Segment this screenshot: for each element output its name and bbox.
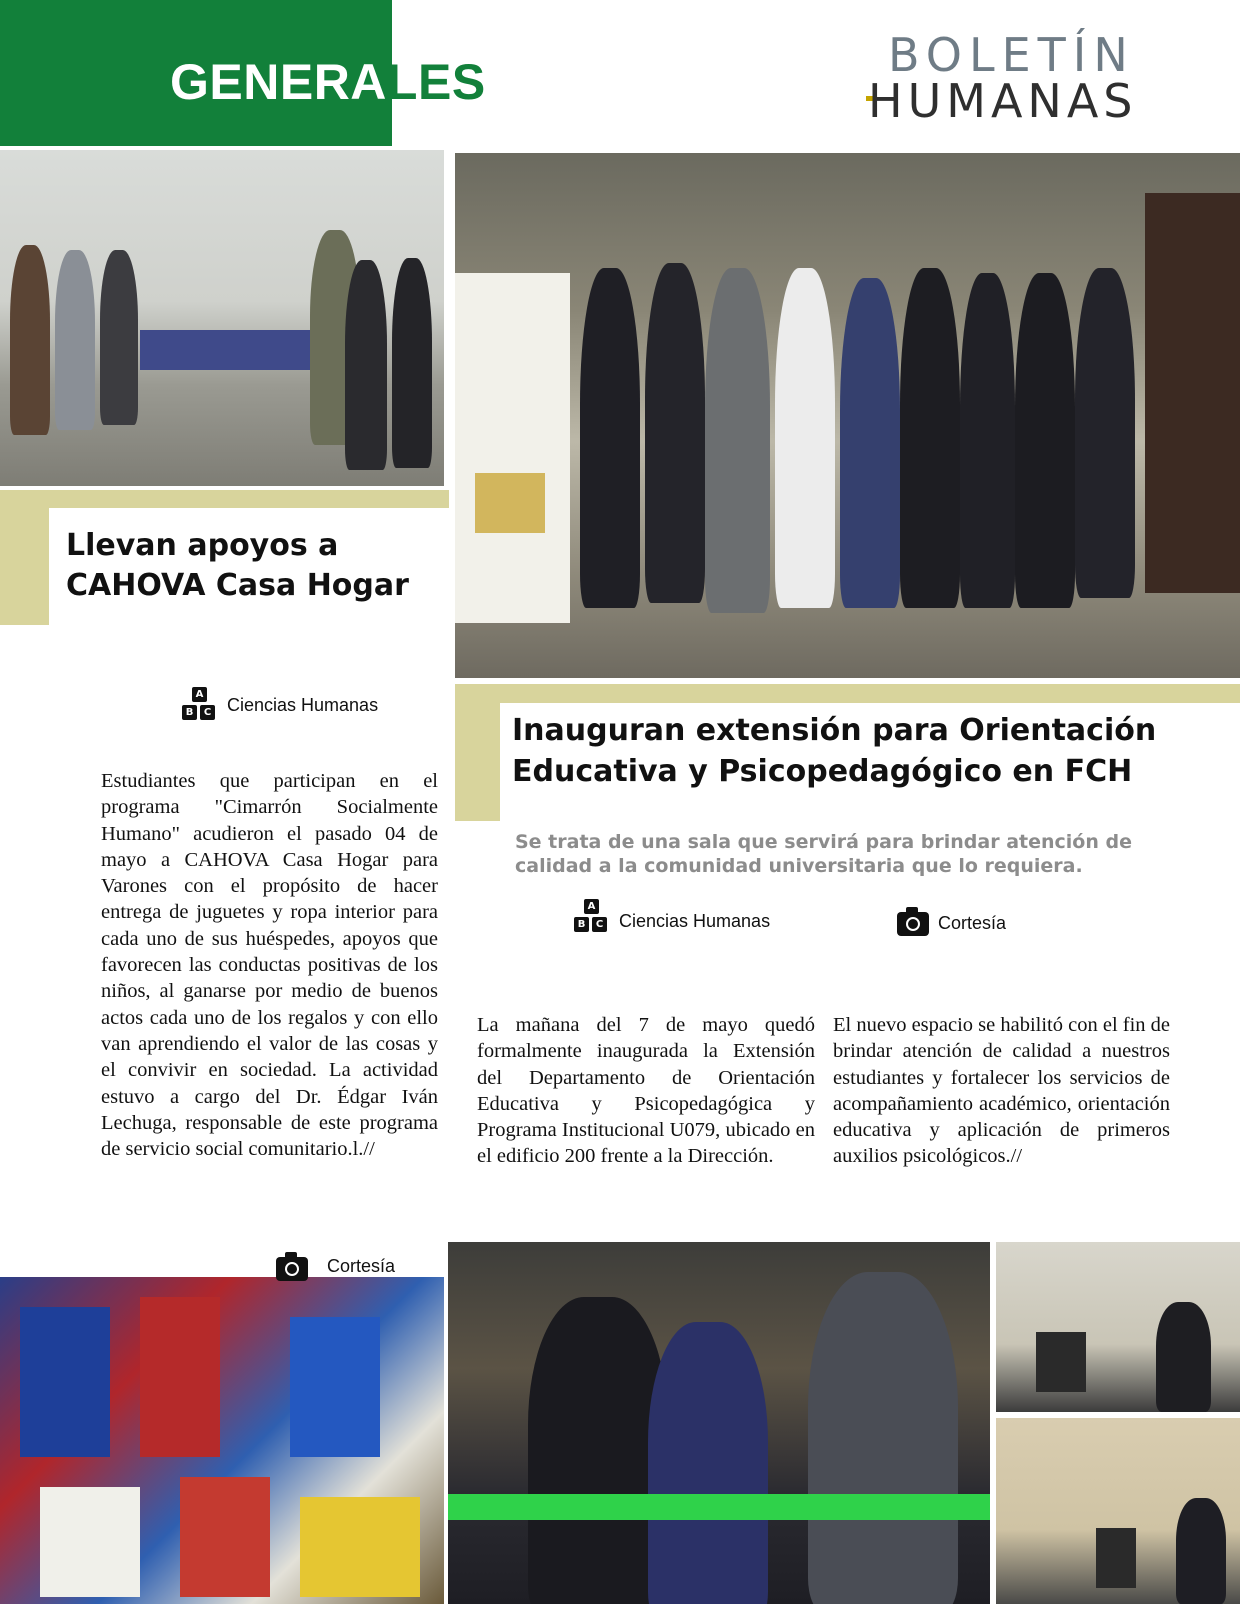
camera-icon	[897, 912, 929, 936]
ribbon-cutting-photo	[448, 1242, 990, 1604]
article1-headline	[66, 526, 446, 606]
inauguration-group-photo	[455, 153, 1240, 678]
article2-subtitle: Se trata de una sala que servirá para brindar atención de calidad a la comunidad universitaria que lo requiera.	[515, 831, 1132, 877]
article2-body-col1: La mañana del 7 de mayo quedó formalmente inaugurada la Extensión del Departamento de Orientación Educativa y Psicopedagógica y Programa Institucional U079, ubicado en el edificio 200 frente a la Dirección.	[477, 1014, 815, 1168]
article2-headline-line1: Inauguran extensión para Orientación	[512, 713, 1157, 748]
article1-author-credit: Ciencias Humanas	[227, 695, 379, 715]
article1-photo-credit: Cortesía	[327, 1256, 396, 1276]
section-title-white: GENERA	[170, 54, 387, 110]
camera-icon	[276, 1257, 308, 1281]
article2-headline	[512, 710, 1240, 792]
section-title	[170, 52, 486, 112]
brand-logo-line2: HUMANAS	[868, 74, 1138, 128]
article1-headline-line2: CAHOVA Casa Hogar	[66, 568, 409, 603]
section-title-green: LES	[386, 54, 486, 110]
office-photo-2	[996, 1418, 1240, 1604]
article1-body: Estudiantes que participan en el programa "Cimarrón Socialmente Humano" acudieron el pasado 04 de mayo a CAHOVA Casa Hogar para Varones con el propósito de hacer entrega de juguetes y ropa interior para cada uno de sus huéspedes, apoyos que favorecen las conductas positivas de los niños, al ganarse por medio de buenos actos cada uno de los regalos y con ello van aprendiendo el valor de las cosas y el convivir en sociedad. La actividad estuvo a cargo del Dr. Édgar Iván Lechuga, responsable de este programa de servicio social comunitario.l.//	[101, 770, 438, 1161]
donated-toys-photo	[0, 1277, 444, 1604]
article2-body-col2: El nuevo espacio se habilitó con el fin de brindar atención de calidad a nuestros estudiantes y fortalecer los servicios de acompañamiento académico, orientación educativa y aplicación de primeros auxilios psicológicos.//	[833, 1014, 1171, 1168]
article2-author-credit: Ciencias Humanas	[619, 911, 771, 931]
article2-photo-credit: Cortesía	[938, 913, 1007, 933]
article2-headline-line2: Educativa y Psicopedagógico en FCH	[512, 754, 1133, 789]
office-photo-1	[996, 1242, 1240, 1412]
article1-headline-line1: Llevan apoyos a	[66, 528, 339, 563]
abc-blocks-icon: A B C	[182, 687, 218, 723]
donation-group-photo	[0, 150, 444, 486]
abc-blocks-icon: A B C	[574, 899, 610, 935]
green-ribbon	[448, 1494, 990, 1520]
brand-logo-line1: BOLETÍN	[888, 28, 1135, 82]
